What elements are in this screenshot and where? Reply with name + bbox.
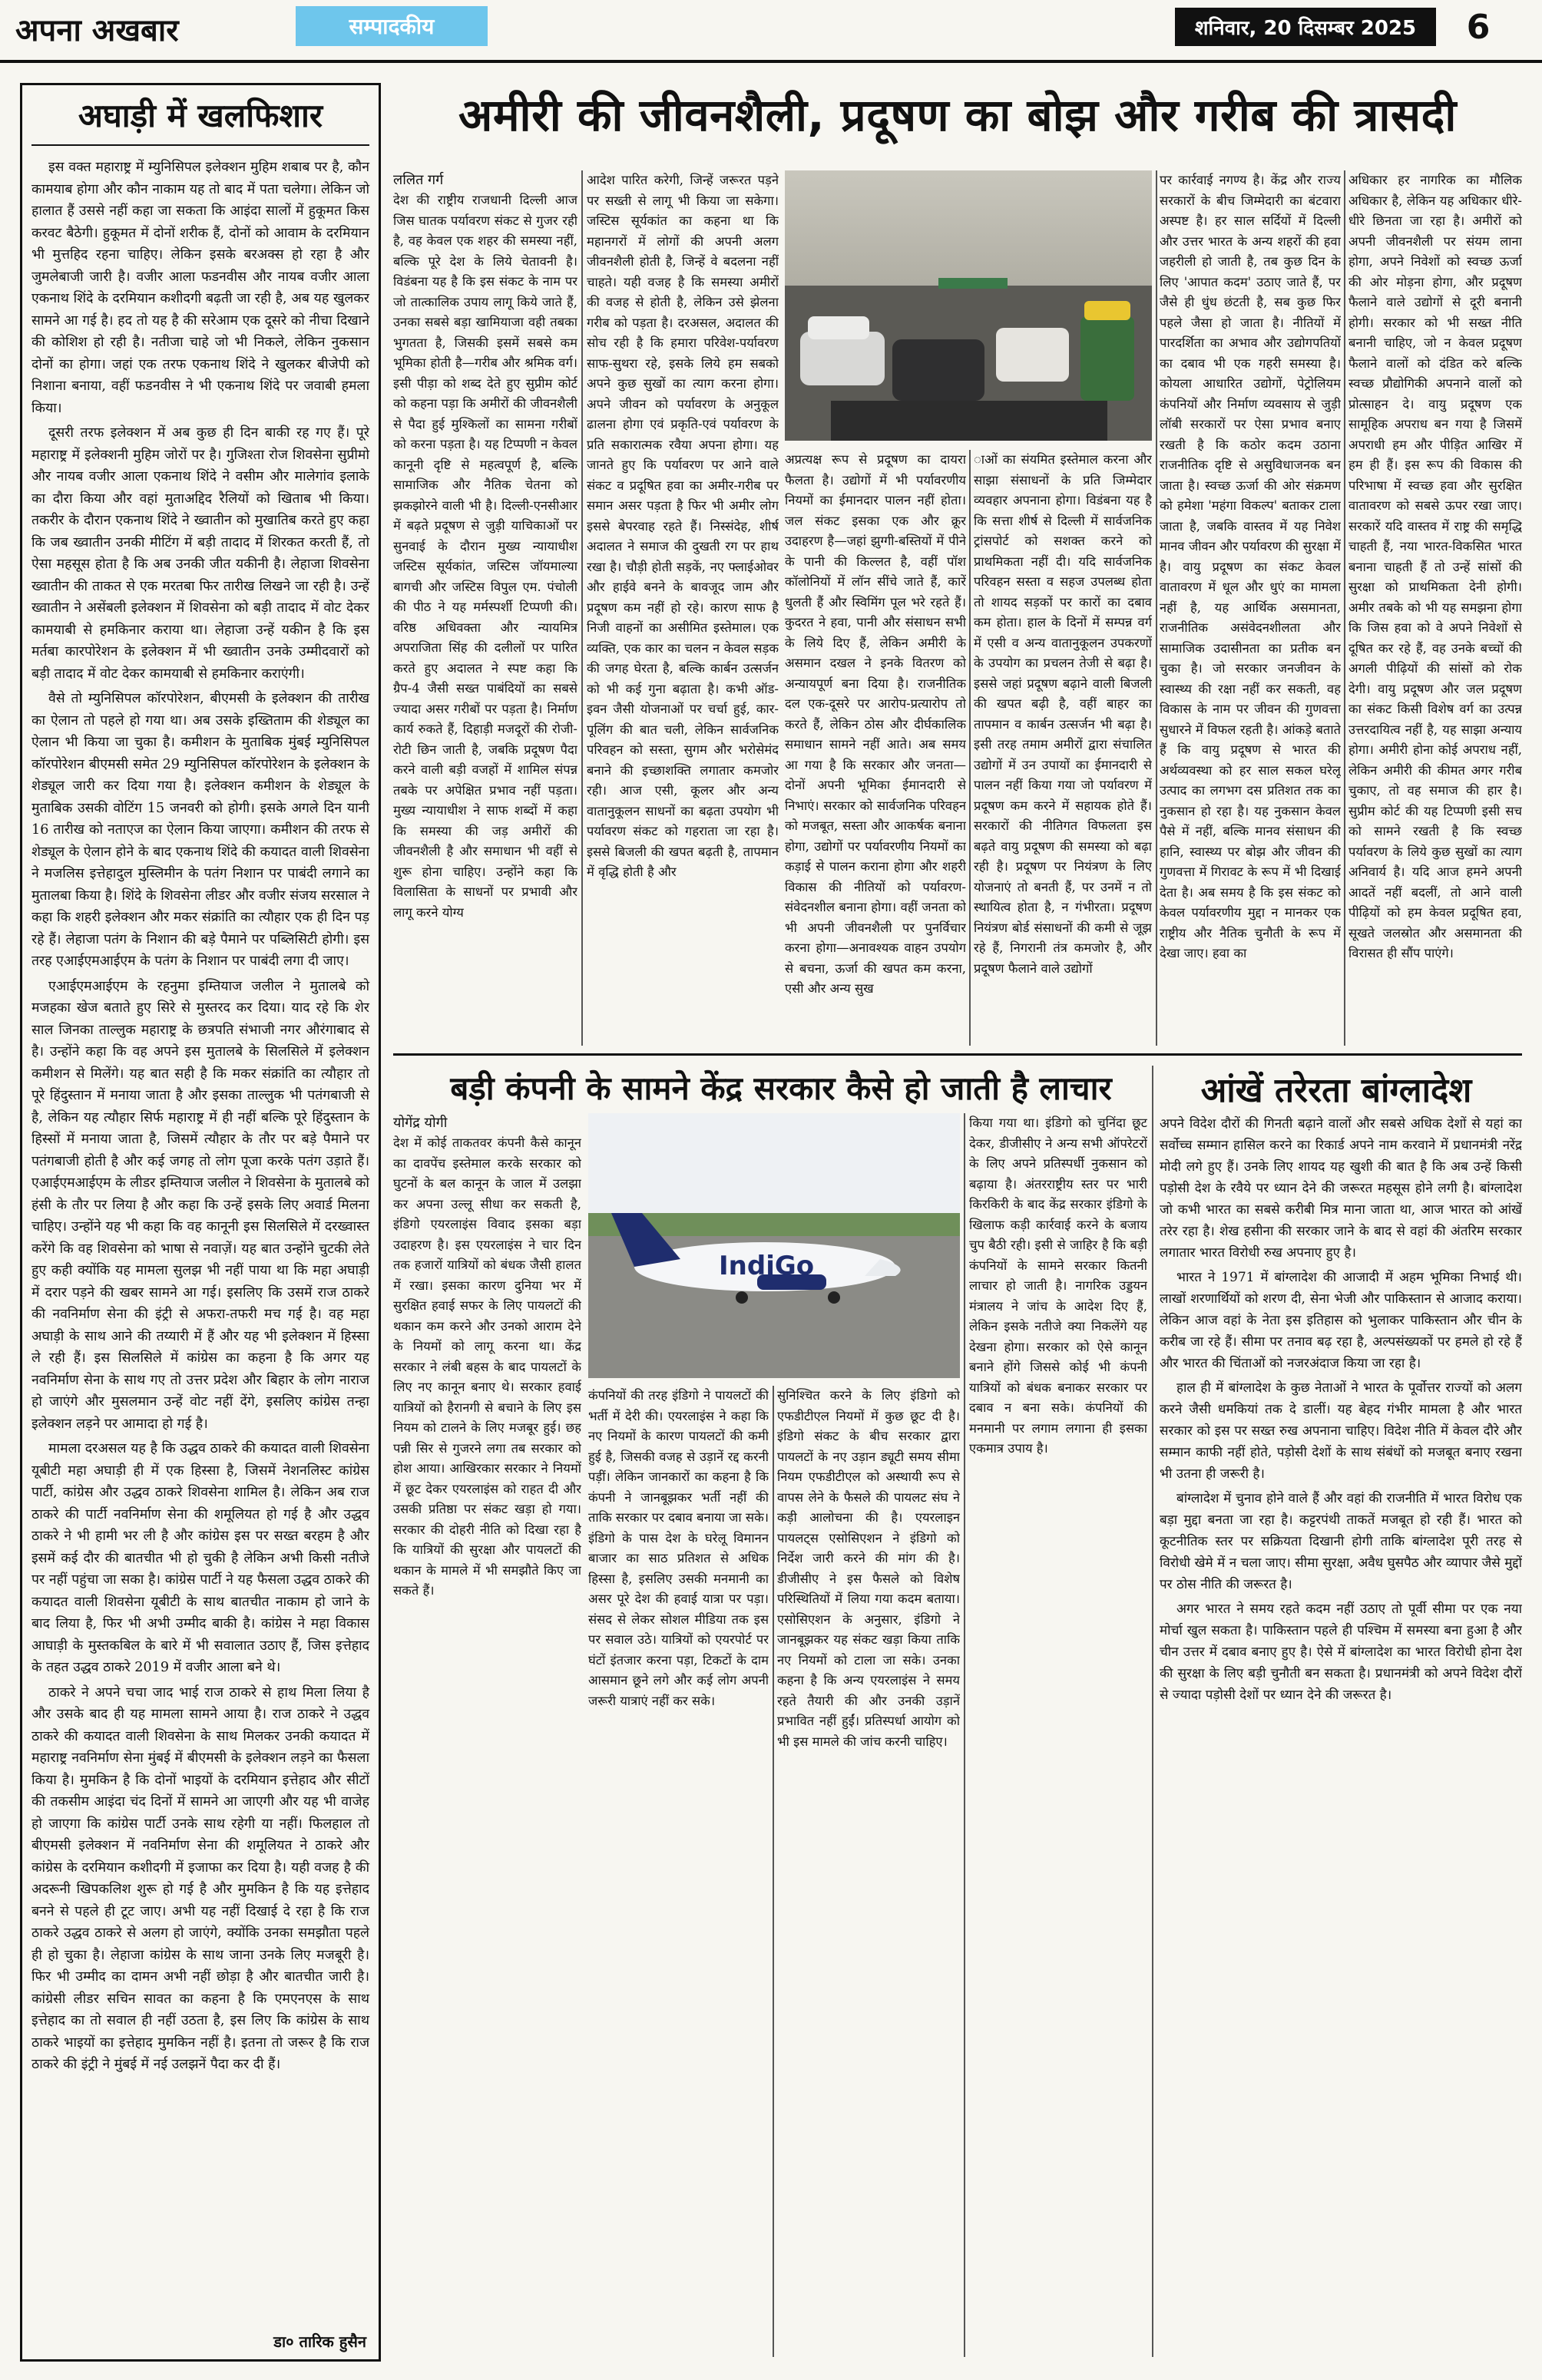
main-headline: अमीरी की जीवनशैली, प्रदूषण का बोझ और गरीब की त्रासदी xyxy=(458,89,1457,141)
main-article-col-2 xyxy=(587,170,779,1046)
airline-col3-text: सुनिश्चित करने के लिए इंडिगो को एफडीटीएल नियमों में कुछ छूट दी है। इंडिगो संकट के बीच सरकार द्वारा पायलटों के नए उड़ान ड्यूटी समय सीमा नियम एफडीटीएल को अस्थायी रूप से वापस लेने के फैसले की पायलट संघ ने कड़ी आलोचना की है। एयरलाइन पायलट्स एसोसिएशन ने इंडिगो को निर्देश जारी करने की मांग की है। डीजीसीए ने इस फैसले को विशेष परिस्थितियों में लिया गया कदम बताया। एसोसिएशन के अनुसार, इंडिगो ने जानबूझकर यह संकट खड़ा किया ताकि नए नियमों को टाला जा सके। उनका कहना है कि अन्य एयरलाइंस ने समय रहते तैयारी की और उनकी उड़ानें प्रभावित नहीं हुईं। प्रतिस्पर्धा आयोग को भी इस मामले की जांच करनी चाहिए। xyxy=(777,1388,960,1749)
left-paragraph: दूसरी तरफ इलेक्शन में अब कुछ ही दिन बाकी रह गए हैं। पूरे महाराष्ट्र में इलेक्शनी मुहिम जोरों पर है। गुजिश्ता रोज शिवसेना सुप्रीमो और नायब वजीर आला एकनाथ शिंदे ने वसीम और मालेगांव इलाके का दौरा किया और वहां मुताअद्दिद रैलियों को खिताब भी किया। तकरीर के दौरान एकनाथ शिंदे ने ख्वातीन को मुखातिब करते हुए कहा कि जब ख्वातीन उनकी मीटिंग में बड़ी तादाद में शिरकत करती हैं, तो ऐसा महसूस होता है कि अब उनकी जीत यकीनी है। लेहाजा शिवसेना ख्वातीन की ताकत से एक मरतबा फिर तारीख लिखने जा रही है। उन्हें ख्वातीन ने असेंबली इलेक्शन में शिवसेना को बड़ी तादाद में वोट देकर कामयाबी से हमकिनार कराया था। लेहाजा उन्हें यकीन है कि इस मर्तबा कारपोरेशन के इलेक्शन में भी ख्वातीन उनके उम्मीदवारों को बड़ी तादाद में वोट देकर कामयाबी से हमकिनार कराएंगी। xyxy=(31,425,369,682)
left-paragraph: इस वक्त महाराष्ट्र में म्युनिसिपल इलेक्शन मुहिम शबाब पर है, कौन कामयाब होगा और कौन नाकाम यह तो बाद में पता चलेगा। लेकिन जो हालात हैं उससे नहीं कहा जा सकता कि आइंदा सालों में हुकूमत किस करवट बैठेगी। हुकूमत में दोनों शरीक हैं, दोनों को आवाम के दरमियान भी मुत्तहिद रहना चाहिए। लेकिन इसके बरअक्स हो रहा है और जुमलेबाजी जारी है। वजीर आला फडनवीस और नायब वजीर आला एकनाथ शिंदे के दरमियान कशीदगी बढ़ती जा रही है, अब यह खुलकर सामने आ गई है। हद तो यह है की सरेआम एक दूसरे को नीचा दिखाने की कोशिश हो रही है। नतीजा चाहे जो भी निकले, लेकिन नुकसान दोनों का होगा। जहां एक तरफ एकनाथ शिंदे ने खुलकर बीजेपी को निशाना बनाया, वहीं फडनवीस ने भी एकनाथ शिंदे पर जवाबी हमला किया। xyxy=(31,160,369,416)
column-divider xyxy=(773,1386,774,2357)
bangladesh-paragraph: अगर भारत ने समय रहते कदम नहीं उठाए तो पूर्वी सीमा पर एक नया मोर्चा खुल सकता है। पाकिस्तान पहले ही पश्चिम में समस्या बना हुआ है और चीन उत्तर में दबाव बनाए हुए है। ऐसे में बांग्लादेश का भारत विरोधी होना देश की सुरक्षा के लिए बड़ी चुनौती बन सकता है। प्रधानमंत्री को अपने विदेश दौरों से ज्यादा पड़ोसी देशों पर ध्यान देने की जरूरत है। xyxy=(1160,1602,1522,1703)
bangladesh-headline: आंखें तरेरता बांग्लादेश xyxy=(1200,1071,1472,1110)
left-article-body xyxy=(31,157,369,2076)
column-divider xyxy=(1156,170,1157,1046)
airline-col-2 xyxy=(588,1386,769,2357)
main-article-col-6 xyxy=(1348,170,1522,1046)
left-article-title: अघाड़ी में खलफिशार xyxy=(31,93,369,146)
main-col2-text: आदेश पारित करेगी, जिन्हें जरूरत पड़ने पर सख्ती से लागू भी किया जा सकेगा। जस्टिस सूर्यकांत का कहना था कि महानगरों में लोगों की अपनी अलग जीवनशैली होती है, जिन्हें वे बदलना नहीं चाहते। यही वजह है कि समस्या अमीरों की वजह से होती है, लेकिन उसे झेलना गरीब को पड़ता है। दरअसल, अदालत की सोच रही है कि हमारा परिवेश-पर्यावरण साफ-सुथरा रहे, इसके लिये हम सबको अपने कुछ सुखों का त्याग करना होगा। अपने जीवन को पर्यावरण के अनुकूल ढालना होगा एवं प्रकृति-एवं पर्यावरण के प्रति सकारात्मक रवैया अपना होगा। यह जानते हुए कि पर्यावरण पर आने वाले संकट व प्रदूषित हवा का अमीर-गरीब पर समान असर पड़ता है फिर भी अमीर लोग इससे बेपरवाह रहते हैं। निस्संदेह, शीर्ष अदालत ने समाज की दुखती रग पर हाथ रखा है। चौड़ी होती सड़कें, नए फ्लाईओवर और हाईवे बनने के बावजूद जाम और प्रदूषण कम नहीं हो रहे। कारण साफ है निजी वाहनों का असीमित इस्तेमाल। एक व्यक्ति, एक कार का चलन न केवल सड़क की जगह घेरता है, बल्कि कार्बन उत्सर्जन को भी कई गुना बढ़ाता है। कभी ऑड-इवन जैसी योजनाओं पर चर्चा हुई, कार-पूलिंग की बात चली, लेकिन सार्वजनिक परिवहन को सस्ता, सुगम और भरोसेमंद बनाने की इच्छाशक्ति लगातार कमजोर रही। आज एसी, कूलर और अन्य वातानुकूलन साधनों का बढ़ता उपयोग भी पर्यावरण संकट को गहराता जा रहा है। इससे बिजली की खपत बढ़ती है, तापमान में वृद्धि होती है और xyxy=(587,173,779,879)
airline-col4-text: किया गया था। इंडिगो को चुनिंदा छूट देकर, डीजीसीए ने अन्य सभी ऑपरेटरों के लिए अपने प्रतिस्पर्धी नुकसान को बढ़ाया है। अंतरराष्ट्रीय स्तर पर भारी किरकिरी के बाद केंद्र सरकार इंडिगो के खिलाफ कड़ी कार्रवाई करने के बजाय चुप बैठी रही। इसी से जाहिर है कि बड़ी कंपनियों के सामने सरकार कितनी लाचार हो जाती है। नागरिक उड्डयन मंत्रालय ने जांच के आदेश दिए हैं, लेकिन इसके नतीजे क्या निकलेंगे यह देखना होगा। सरकार को ऐसे कानून बनाने होंगे जिससे कोई भी कंपनी यात्रियों को बंधक बनाकर सरकार पर दबाव न बना सके। कंपनियों की मनमानी पर लगाम लगाना ही इसका एकमात्र उपाय है। xyxy=(969,1116,1147,1456)
main-article-col-3 xyxy=(785,450,966,1046)
column-divider xyxy=(581,170,583,1046)
main-article-byline: ललित गर्ग xyxy=(393,172,444,188)
airline-byline: योगेंद्र योगी xyxy=(393,1115,448,1131)
page-number: 6 xyxy=(1466,7,1491,47)
traffic-pollution-photo xyxy=(785,170,1152,441)
left-article xyxy=(20,83,381,2362)
airline-col2-text: कंपनियों की तरह इंडिगो ने पायलटों की भर्ती में देरी की। एयरलाइंस ने कहा कि नए नियमों के कारण पायलटों की कमी हुई है, जिसकी वजह से उड़ानें रद्द करनी पड़ीं। लेकिन जानकारों का कहना है कि कंपनी ने जानबूझकर भर्ती नहीं की ताकि सरकार पर दबाव बनाया जा सके। इंडिगो के पास देश के घरेलू विमानन बाजार का साठ प्रतिशत से अधिक हिस्सा है, इसलिए उसकी मनमानी का असर पूरे देश की हवाई यात्रा पर पड़ा। संसद से लेकर सोशल मीडिया तक इस पर सवाल उठे। यात्रियों को एयरपोर्ट पर घंटों इंतजार करना पड़ा, टिकटों के दाम आसमान छूने लगे और कई लोग अपनी जरूरी यात्राएं नहीं कर सके। xyxy=(588,1388,769,1708)
column-divider xyxy=(1344,170,1345,1046)
bangladesh-paragraph: अपने विदेश दौरों की गिनती बढ़ाने वालों और सबसे अधिक देशों से यहां का सर्वोच्च सम्मान हासिल करने का रिकार्ड अपने नाम करवाने में प्रधानमंत्री नरेंद्र मोदी लगे हुए हैं। उनके लिए शायद यह खुशी की बात है कि अब उन्हें किसी पड़ोसी देश के रवैये पर ध्यान देने की जरूरत महसूस होने लगी है। बांग्लादेश जो कभी भारत का सबसे करीबी मित्र माना जाता था, आज भारत को आंखें तरेर रहा है। शेख हसीना की सरकार जाने के बाद से वहां की अंतरिम सरकार लगातार भारत विरोधी रुख अपनाए हुए है। xyxy=(1160,1116,1522,1261)
column-divider xyxy=(969,450,971,1046)
airline-col-3 xyxy=(777,1386,960,2357)
main-col5-text: पर कार्रवाई नगण्य है। केंद्र और राज्य सरकारों के बीच जिम्मेदारी का बंटवारा अस्पष्ट है। हर साल सर्दियों में दिल्ली और उत्तर भारत के अन्य शहरों की हवा जहरीली हो जाती है, तब कुछ दिन के लिए 'आपात कदम' उठाए जाते हैं, पर जैसे ही धुंध छंटती है, सब कुछ फिर पहले जैसा हो जाता है। नीतियों में पारदर्शिता का अभाव और उद्योगपतियों का दबाव भी एक गहरी समस्या है। कोयला आधारित उद्योगों, पेट्रोलियम कंपनियों और निर्माण व्यवसाय से जुड़ी लॉबी सरकारों पर ऐसा प्रभाव बनाए रखती है कि कठोर कदम उठाना राजनीतिक दृष्टि से असुविधाजनक बन जाता है। स्वच्छ ऊर्जा की ओर संक्रमण को हमेशा 'महंगा विकल्प' बताकर टाला जाता है, जबकि वास्तव में यह निवेश मानव जीवन और पर्यावरण की सुरक्षा में है। वायु प्रदूषण का संकट केवल वातावरण में धूल और धुएं का मामला नहीं है, यह आर्थिक असमानता, राजनीतिक असंवेदनशीलता और सामाजिक उदासीनता का प्रतीक बन चुका है। जो सरकार जनजीवन के स्वास्थ्य की रक्षा नहीं कर सकती, वह विकास के नाम पर जीवन की गुणवत्ता सुधारने में विफल रहती है। आंकड़े बताते हैं कि वायु प्रदूषण से भारत की अर्थव्यवस्था को हर साल सकल घरेलू उत्पाद का लगभग दस प्रतिशत तक का नुकसान हो रहा है। यह नुकसान केवल पैसे में नहीं, बल्कि मानव संसाधन की हानि, स्वास्थ्य पर बोझ और जीवन की गुणवत्ता में गिरावट के रूप में भी दिखाई देता है। अब समय है कि इस संकट को केवल पर्यावरणीय मुद्दा न मानकर एक राष्ट्रीय और नैतिक चुनौती के रूप में देखा जाए। हवा का xyxy=(1160,173,1341,960)
airline-col-1 xyxy=(393,1113,581,2357)
left-article-byline: डा० तारिक हुसैन xyxy=(273,2332,366,2351)
main-article-col-1 xyxy=(393,170,577,1046)
section-divider xyxy=(393,1053,1522,1056)
bangladesh-paragraph: भारत ने 1971 में बांग्लादेश की आजादी में अहम भूमिका निभाई थी। लाखों शरणार्थियों को शरण दी, सेना भेजी और पाकिस्तान से आजाद कराया। लेकिन आज वहां के नेता इस इतिहास को भुलाकर पाकिस्तान और चीन के करीब जा रहे हैं। सीमा पर तनाव बढ़ रहा है, अल्पसंख्यकों पर हमले हो रहे हैं और भारत की चिंताओं को नजरअंदाज किया जा रहा है। xyxy=(1160,1270,1522,1371)
main-col1-text: देश की राष्ट्रीय राजधानी दिल्ली आज जिस घातक पर्यावरण संकट से गुजर रही है, वह केवल एक शहर की समस्या नहीं, बल्कि पूरे देश के लिये चेतावनी है। विडंबना यह है कि इस संकट के नाम पर जो तात्कालिक उपाय लागू किये जाते हैं, उनका सबसे बड़ा खामियाजा वही तबका भुगतता है, जिसकी इसमें सबसे कम भूमिका होती है—गरीब और श्रमिक वर्ग। इसी पीड़ा को शब्द देते हुए सुप्रीम कोर्ट को कहना पड़ा कि अमीरों की जीवनशैली से पैदा हुई मुश्किलों का सामना गरीबों को करना पड़ता है। यह टिप्पणी न केवल कानूनी दृष्टि से महत्वपूर्ण है, बल्कि सामाजिक और नैतिक चेतना को झकझोरने वाली भी है। दिल्ली-एनसीआर में बढ़ते प्रदूषण से जुड़ी याचिकाओं पर सुनवाई के दौरान मुख्य न्यायाधीश जस्टिस सूर्यकांत, जस्टिस जॉयमाल्या बागची और जस्टिस विपुल एम. पंचोली की पीठ ने यह मर्मस्पर्शी टिप्पणी की। वरिष्ठ अधिवक्ता और न्यायमित्र अपराजिता सिंह की दलीलों पर पारित करते हुए अदालत ने स्पष्ट कहा कि ग्रैप-4 जैसी सख्त पाबंदियों का सबसे ज्यादा असर गरीबों पर पड़ता है। निर्माण कार्य रुकते हैं, दिहाड़ी मजदूरों की रोजी-रोटी छिन जाती है, जबकि प्रदूषण पैदा करने वाली बड़ी वजहों में शामिल संपन्न तबके पर अपेक्षित प्रभाव नहीं पड़ता। मुख्य न्यायाधीश ने साफ शब्दों में कहा कि समस्या की जड़ अमीरों की जीवनशैली है और समाधान भी वहीं से शुरू होना चाहिए। उन्होंने कहा कि विलासिता के साधनों पर प्रभावी और लागू करने योग्य xyxy=(393,193,577,920)
left-paragraph: मामला दरअसल यह है कि उद्धव ठाकरे की कयादत वाली शिवसेना यूबीटी महा अघाड़ी ही में एक हिस्सा है, जिसमें नेशनलिस्ट कांग्रेस पार्टी, कांग्रेस और उद्धव ठाकरे शिवसेना शामिल है। लेकिन अब राज ठाकरे की पार्टी नवनिर्माण सेना की शमूलियत हो गई है और उद्धव ठाकरे ने भी हामी भर ली है और कांग्रेस इस पर सख्त बरहम है और इसमें कई दौर की बातचीत भी हो चुकी है लेकिन अभी किसी नतीजे पर नहीं पहुंचा जा सका है। कांग्रेस पार्टी ने यह फैसला उद्धव ठाकरे की कयादत वाली शिवसेना यूबीटी के साथ बातचीत नाकाम हो जाने के बाद लिया है, फिर भी अभी उम्मीद बाकी है। कांग्रेस ने महा विकास आघाड़ी के मुस्तकबिल के बारे में भी सवालात उठाए हैं, जिस इत्तेहाद के तहत उद्धव ठाकरे 2019 में वजीर आला बने थे। xyxy=(31,1441,369,1675)
main-col4-text: ाओं का संयमित इस्तेमाल करना और साझा संसाधनों के प्रति जिम्मेदार व्यवहार अपनाना होगा। विडंबना यह है कि सत्ता शीर्ष से दिल्ली में सार्वजनिक ट्रांसपोर्ट को सशक्त करने को प्राथमिकता नहीं दी। यदि सार्वजनिक परिवहन सस्ता व सहज उपलब्ध होता तो शायद सड़कों पर कारों का दबाव कम होता। हाल के दिनों में सम्पन्न वर्ग में एसी व अन्य वातानुकूलन उपकरणों के उपयोग का प्रचलन तेजी से बढ़ा है। इससे जहां प्रदूषण बढ़ाने वाली बिजली की खपत बढ़ी है, वहीं बाहर का तापमान व कार्बन उत्सर्जन भी बढ़ा है। इसी तरह तमाम अमीरों द्वारा संचालित उद्योगों में उन उपायों का ईमानदारी से पालन नहीं किया गया जो पर्यावरण में प्रदूषण कम करने में सहायक होते हैं। सरकारों की नीतिगत विफलता इस बढ़ते वायु प्रदूषण की समस्या को बढ़ा रही है। प्रदूषण पर नियंत्रण के लिए योजनाएं तो बनती हैं, पर उनमें न तो स्थायित्व होता है, न गंभीरता। प्रदूषण नियंत्रण बोर्ड संसाधनों की कमी से जूझ रहे हैं, निगरानी तंत्र कमजोर है, और प्रदूषण फैलाने वाले उद्योगों xyxy=(974,452,1152,976)
column-divider xyxy=(1152,1066,1153,2357)
airline-col-4 xyxy=(969,1113,1147,2357)
left-paragraph: वैसे तो म्युनिसिपल कॉरपोरेशन, बीएमसी के इलेक्शन की तारीख का ऐलान तो पहले हो गया था। अब उसके इख्तिताम की शेड्यूल का ऐलान भी किया जा चुका है। कमीशन के मुताबिक मुंबई म्युनिसिपल कॉरपोरेशन बीएमसी समेत 29 म्युनिसिपल कॉरपोरेशन के इलेक्शन के शेड्यूल जारी कर दिया गया है। इलेक्शन कमीशन के शेड्यूल के मुताबिक उसकी वोटिंग 15 जनवरी को होगी। इसके अगले दिन यानी 16 तारीख को नताएज का ऐलान किया जाएगा। कमीशन की तरफ से शेड्यूल के ऐलान होने के बाद एकनाथ शिंदे की कयादत वाली शिवसेना ने मजलिस इत्तेहादुल मुस्लिमीन के पतंग निशान पर पाबंदी लगाने का मुतालबा किया है। शिंदे के शिवसेना लीडर और वजीर संजय सरसाल ने कहा कि शहरी इलेक्शन और मकर संक्रांति का त्यौहार एक ही दिन पड़ रहे हैं। लेहाजा पतंग के निशान की बड़े पैमाने पर पब्लिसिटी होगी। इस तरह एआईएमआईएम के पतंग के निशान पर पाबंदी लगा दी जाए। xyxy=(31,691,369,969)
main-col6-text: अधिकार हर नागरिक का मौलिक अधिकार है, लेकिन यह अधिकार धीरे-धीरे छिनता जा रहा है। अमीरों को अपनी जीवनशैली पर संयम लाना होगा, अपने निवेशों को स्वच्छ ऊर्जा की ओर मोड़ना होगा, और प्रदूषण फैलाने वाले उद्योगों से दूरी बनानी होगी। सरकार को भी सख्त नीति बनानी चाहिए, जो न केवल प्रदूषण फैलाने वालों को दंडित करे बल्कि स्वच्छ प्रौद्योगिकी अपनाने वालों को प्रोत्साहन दे। वायु प्रदूषण एक सामूहिक अपराध बन गया है जिसमें अपराधी हम और पीड़ित आखिर में हम ही हैं। इस रूप की विकास की परिभाषा में स्वच्छ हवा और सुरक्षित वातावरण को सबसे ऊपर रखा जाए। सरकारें यदि वास्तव में राष्ट्र की समृद्धि चाहती हैं, नया भारत-विकसित भारत बनाना चाहती हैं तो उन्हें सांसों की सुरक्षा को प्राथमिकता देनी होगी। अमीर तबके को भी यह समझना होगा कि जिस हवा को वे अपने निवेशों से दूषित कर रहे हैं, वह उनके बच्चों की अगली पीढ़ियों की सांसों को रोक देगी। वायु प्रदूषण और जल प्रदूषण का संकट किसी विशेष वर्ग का उत्पन्न उत्तरदायित्व नहीं है, यह साझा अन्याय होगा। अमीरी होना कोई अपराध नहीं, लेकिन अमीरी की कीमत अगर गरीब चुकाए, तो वह समाज की हार है। सुप्रीम कोर्ट की यह टिप्पणी इसी सच को सामने रखती है कि स्वच्छ पर्यावरण के लिये कुछ सुखों का त्याग अनिवार्य है। यदि आज हमने अपनी आदतें नहीं बदलीं, तो आने वाली पीढ़ियों को हम केवल प्रदूषित हवा, सूखते जलस्रोत और असमानता की विरासत ही सौंप पाएंगे। xyxy=(1348,173,1522,960)
date-box: शनिवार, 20 दिसम्बर 2025 xyxy=(1175,8,1436,46)
column-divider xyxy=(964,1113,965,2357)
bangladesh-paragraph: हाल ही में बांग्लादेश के कुछ नेताओं ने भारत के पूर्वोत्तर राज्यों को अलग करने जैसी धमकियां तक दे डालीं। यह बेहद गंभीर मामला है और भारत सरकार को इस पर सख्त रुख अपनाना चाहिए। विदेश नीति में केवल दौरे और सम्मान काफी नहीं होते, पड़ोसी देशों के साथ संबंधों को मजबूत बनाए रखना भी उतना ही जरूरी है। xyxy=(1160,1380,1522,1482)
airline-col1-text: देश में कोई ताकतवर कंपनी कैसे कानून का दावपेंच इस्तेमाल करके सरकार को घुटनों के बल कानून के जाल में उलझा कर अपना उल्लू सीधा कर सकती है, इंडिगो एयरलाइंस विवाद इसका बड़ा उदाहरण है। इस एयरलाइंस ने चार दिन तक हजारों यात्रियों को बंधक जैसी हालत में रखा। इसका कारण दुनिया भर में सुरक्षित हवाई सफर के लिए पायलटों की थकान कम करने और उनको आराम देने के नियमों को लागू करना था। केंद्र सरकार ने लंबी बहस के बाद पायलटों के लिए नए कानून बनाए थे। सरकार हवाई यात्रियों को हैरानगी से बचाने के लिए इस नियम को टालने के लिए मजबूर हुई। छह पन्नी सिर से गुजरने लगा तब सरकार को होश आया। आखिरकार सरकार ने नियमों में छूट देकर एयरलाइंस को राहत दी और उसकी प्रतिष्ठा पर संकट खड़ा हो गया। सरकार की दोहरी नीति को दिखा रहा है कि यात्रियों की सुरक्षा और पायलटों की थकान के मामले में भी समझौते किए जा सकते हैं। xyxy=(393,1135,581,1598)
main-article-col-5 xyxy=(1160,170,1341,1046)
section-tag: सम्पादकीय xyxy=(296,6,488,46)
main-article-col-4 xyxy=(974,450,1152,1046)
indigo-logo-text: IndiGo xyxy=(719,1251,815,1281)
bangladesh-article xyxy=(1160,1113,1522,2357)
indigo-aircraft-photo xyxy=(588,1113,960,1378)
bangladesh-paragraph: बांग्लादेश में चुनाव होने वाले हैं और वहां की राजनीति में भारत विरोध एक बड़ा मुद्दा बनता जा रहा है। कट्टरपंथी ताकतें मजबूत हो रही हैं। भारत को कूटनीतिक स्तर पर सक्रियता दिखानी होगी ताकि बांग्लादेश पूरी तरह से विरोधी खेमे में न चला जाए। सीमा सुरक्षा, अवैध घुसपैठ और व्यापार जैसे मुद्दों पर ठोस नीति की जरूरत है। xyxy=(1160,1491,1522,1592)
main-col3-text: अप्रत्यक्ष रूप से प्रदूषण का दायरा फैलता है। उद्योगों में भी पर्यावरणीय नियमों का ईमानदार पालन नहीं होता। जल संकट इसका एक और क्रूर उदाहरण है—जहां झुग्गी-बस्तियों में पीने के पानी की किल्लत है, वहीं पॉश कॉलोनियों में लॉन सींचे जाते हैं, कारें धुलती हैं और स्विमिंग पूल भरे रहते हैं। कुदरत ने हवा, पानी और संसाधन सभी के लिये दिए हैं, लेकिन अमीरी के असमान दखल ने इनके वितरण को अन्यायपूर्ण बना दिया है। राजनीतिक दल एक-दूसरे पर आरोप-प्रत्यारोप तो करते हैं, लेकिन ठोस और दीर्घकालिक समाधान सामने नहीं आते। अब समय आ गया है कि सरकार और जनता—दोनों अपनी भूमिका ईमानदारी से निभाएं। सरकार को सार्वजनिक परिवहन को मजबूत, सस्ता और आकर्षक बनाना होगा, उद्योगों पर पर्यावरणीय नियमों का कड़ाई से पालन कराना होगा और शहरी विकास की नीतियों को पर्यावरण-संवेदनशील बनाना होगा। वहीं जनता को भी अपनी जीवनशैली पर पुनर्विचार करना होगा—अनावश्यक वाहन उपयोग से बचना, ऊर्जा की खपत कम करना, एसी और अन्य सुख xyxy=(785,452,966,996)
left-paragraph: ठाकरे ने अपने चचा जाद भाई राज ठाकरे से हाथ मिला लिया है और उसके बाद ही यह मामला सामने आया है। राज ठाकरे ने उद्धव ठाकरे की कयादत वाली शिवसेना के साथ मिलकर उनकी कयादत में महाराष्ट्र नवनिर्माण सेना मुंबई में बीएमसी के इलेक्शन लड़ने का फैसला किया है। मुमकिन है कि दोनों भाइयों के दरमियान इत्तेहाद और सीटों की तकसीम आइंदा चंद दिनों में सामने आ जाएगी और यह भी वाजेह हो जाएगा कि कांग्रेस पार्टी उनके साथ रहेगी या नहीं। फिलहाल तो बीएमसी इलेक्शन में नवनिर्माण सेना की शमूलियत ने ठाकरे और कांग्रेस के दरमियान कशीदगी में इजाफा कर दिया है। यही वजह है की अदरूनी खिपकलिश शुरू हो गई है और मुमकिन है कि यह इत्तेहाद बनने से पहले ही टूट जाए। अभी यह नहीं दिखाई दे रहा है कि राज ठाकरे उद्धव ठाकरे से अलग हो जाएंगे, क्योंकि उनका समझौता पहले ही हो चुका है। लेहाजा कांग्रेस के साथ जाना उनके लिए मजबूरी है। फिर भी उम्मीद का दामन अभी नहीं छोड़ा है और बातचीत जारी है। कांग्रेसी लीडर सचिन सावत का कहना है कि एमएनएस के साथ इत्तेहाद का तो सवाल ही नहीं उठता है, इस लिए कि कांग्रेस के साथ ठाकरे भाइयों का इत्तेहाद मुमकिन नहीं है। इतना तो जरूर है कि राज ठाकरे की इंट्री ने मुंबई में नई उलझनें पैदा कर दी हैं। xyxy=(31,1684,369,2072)
airline-headline: बड़ी कंपनी के सामने केंद्र सरकार कैसे हो जाती है लाचार xyxy=(450,1069,1112,1107)
left-paragraph: एआईएमआईएम के रहनुमा इम्तियाज जलील ने मुतालबे को मजहका खेज बताते हुए सिरे से मुस्तरद कर दिया। याद रहे कि शेर साल जिनका ताल्लुक महाराष्ट्र के छत्रपति संभाजी नगर औरंगाबाद से है। उन्होंने कहा कि वह अपने इस मुतालबे के सिलसिले में इलेक्शन कमीशन से मिलेंगे। यह बात सही है कि मकर संक्रांति का त्यौहार तो पूरे हिंदुस्तान में मनाया जाता है और इसका ताल्लुक भी पतंगबाजी से है, लेकिन यह त्यौहार सिर्फ महाराष्ट्र में ही नहीं बल्कि पूरे हिंदुस्तान के हिस्सों में मनाया जाता है, जिसमें त्यौहार के तौर पर बड़े पैमाने पर पतंगबाजी होती है और कई जगह तो लोग पूजा करके पतंग उड़ाते हैं। एआईएमआईएम के लीडर इम्तियाज जलील ने शिवसेना के मुतालबे को हंसी के तौर पर लिया है और कहा कि उन्हें इसके लिए अवार्ड मिलना चाहिए। उन्होंने यह भी कहा कि वह कानूनी इस सिलसिले में दरख्वास्त करेंगे कि वह शिवसेना को भाषा से नवाज़ें। यह बात उन्होंने चुटकी लेते हुए कही क्योंकि यह मामला सुलझ भी नहीं पाया था कि महा अघाड़ी में दरार पड़ने की खबर सामने आ गई। इसलिए कि उसमें राज ठाकरे की नवनिर्माण सेना की इंट्री से अफरा-तफरी मच गई है। वह महा अघाड़ी के साथ आने की तय्यारी में हैं और यह भी इलेक्शन में हिस्सा ले रही हैं। इस सिलसिले में कांग्रेस का कहना है कि अगर यह नवनिर्माण सेना के साथ गए तो उत्तर प्रदेश और बिहार के लोग नाराज हो जाएंगे और मुसलमान उन्हें वोट नहीं देंगे, इसलिए कांग्रेस तन्हा इलेक्शन लड़ने पर आमादा हो गई है। xyxy=(31,978,369,1432)
paper-name: अपना अखबार xyxy=(15,12,179,48)
